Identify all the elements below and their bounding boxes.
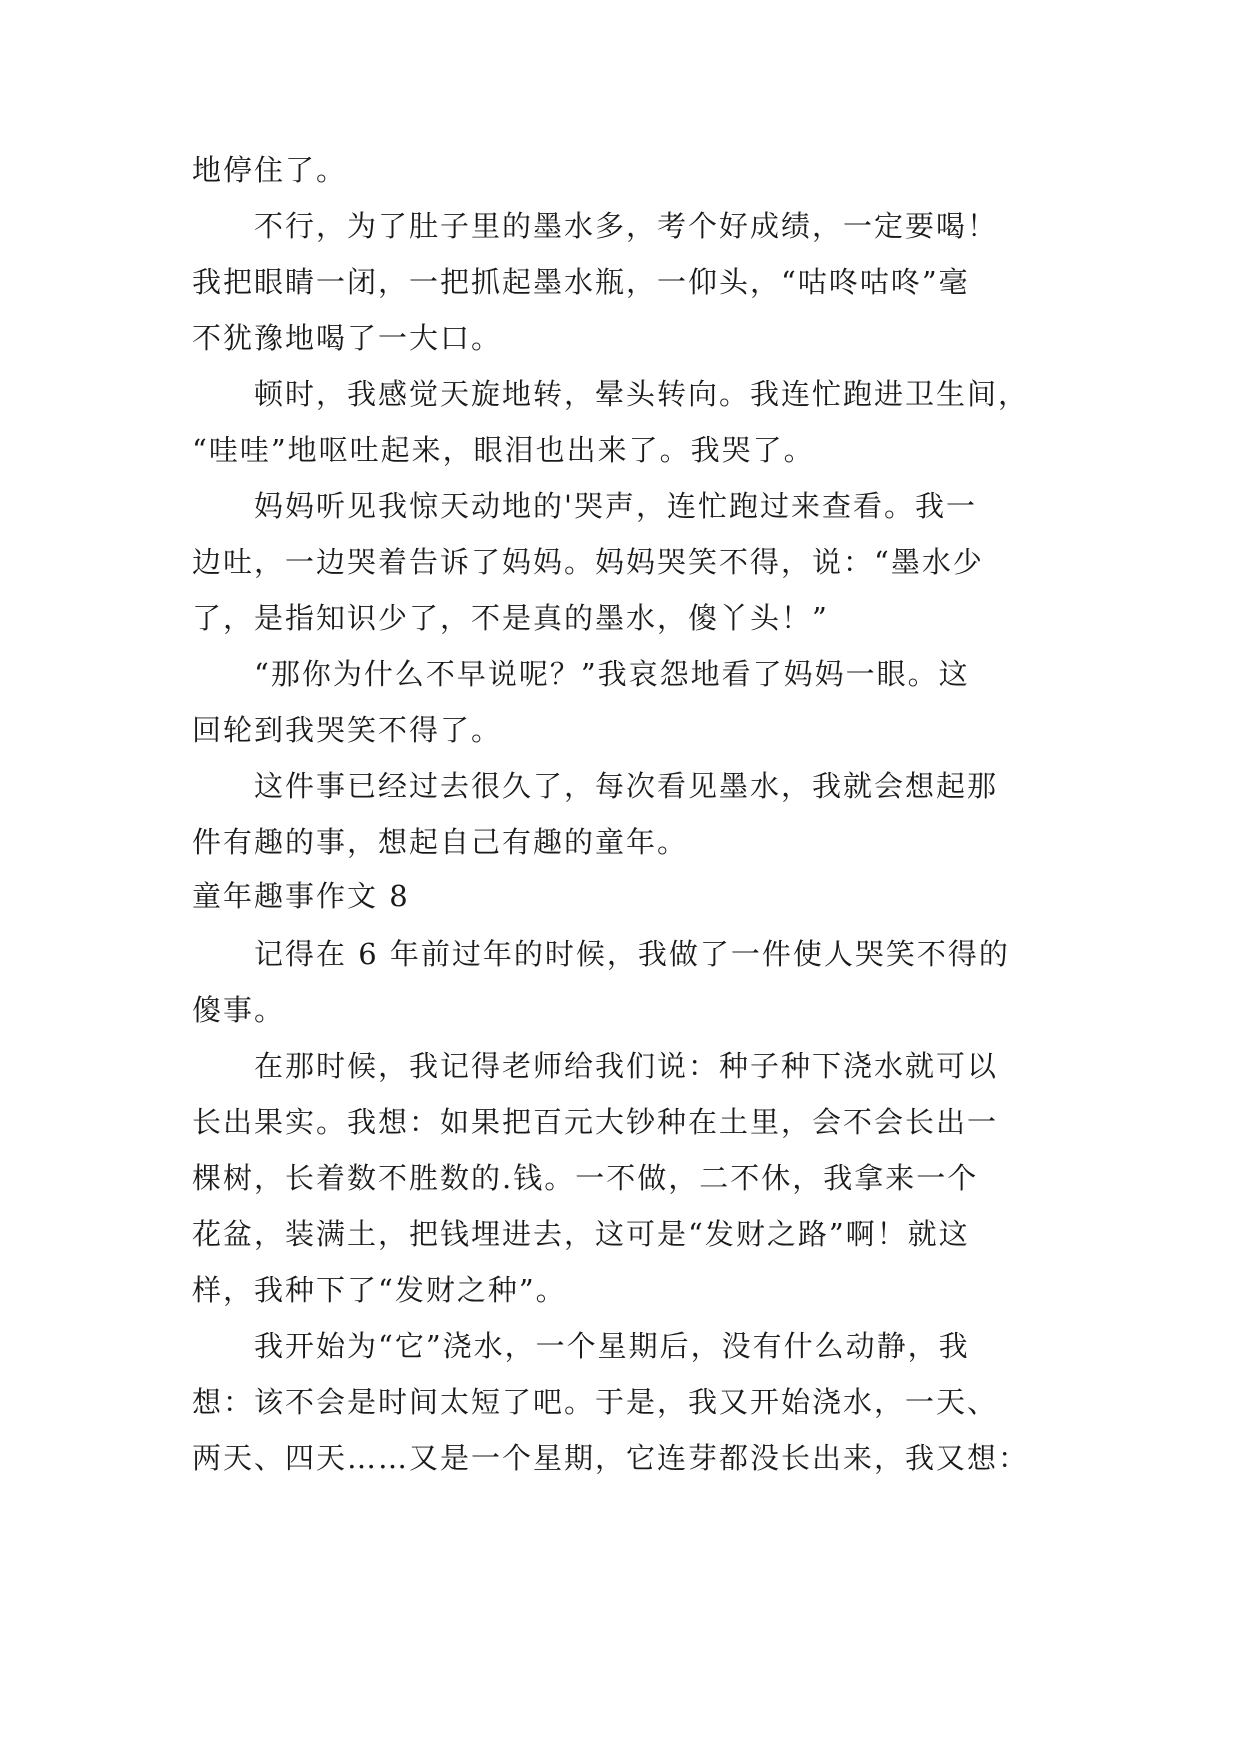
text-line: 不犹豫地喝了一大口。 [192, 321, 503, 355]
text-line: 在那时候，我记得老师给我们说：种子种下浇水就可以 [192, 1049, 999, 1083]
text-line: 傻事。 [192, 993, 286, 1027]
text-line: 棵树，长着数不胜数的.钱。一不做，二不休，我拿来一个 [192, 1161, 979, 1195]
text-line: 我把眼睛一闭，一把抓起墨水瓶，一仰头，“咕咚咕咚”毫 [192, 265, 970, 299]
text-line: 回轮到我哭笑不得了。 [192, 713, 503, 747]
text-line: “那你为什么不早说呢？”我哀怨地看了妈妈一眼。这 [192, 657, 970, 691]
text-line: 记得在 6 年前过年的时候，我做了一件使人哭笑不得的 [192, 937, 1010, 971]
text-line: 边吐，一边哭着告诉了妈妈。妈妈哭笑不得，说：“墨水少 [192, 545, 984, 579]
text-line: “哇哇”地呕吐起来，眼泪也出来了。我哭了。 [192, 433, 815, 467]
text-line: 长出果实。我想：如果把百元大钞种在土里，会不会长出一 [192, 1105, 999, 1139]
text-line: 花盆，装满土，把钱埋进去，这可是“发财之路”啊！就这 [192, 1217, 970, 1251]
text-line: 我开始为“它”浇水，一个星期后，没有什么动静，我 [192, 1329, 970, 1363]
text-line: 不行，为了肚子里的墨水多，考个好成绩，一定要喝！ [192, 209, 999, 243]
text-line: 这件事已经过去很久了，每次看见墨水，我就会想起那 [192, 769, 999, 803]
text-line: 两天、四天……又是一个星期，它连芽都没长出来，我又想： [192, 1441, 1030, 1475]
text-line: 顿时，我感觉天旋地转，晕头转向。我连忙跑进卫生间， [192, 377, 1030, 411]
section-heading: 童年趣事作文 8 [192, 879, 410, 913]
text-line: 妈妈听见我惊天动地的'哭声，连忙跑过来查看。我一 [192, 489, 977, 523]
text-line: 想：该不会是时间太短了吧。于是，我又开始浇水，一天、 [192, 1385, 999, 1419]
text-line: 地停住了。 [192, 153, 348, 187]
text-line: 了，是指知识少了，不是真的墨水，傻丫头！” [192, 601, 829, 635]
text-line: 件有趣的事，想起自己有趣的童年。 [192, 825, 689, 859]
text-line: 样，我种下了“发财之种”。 [192, 1273, 567, 1307]
